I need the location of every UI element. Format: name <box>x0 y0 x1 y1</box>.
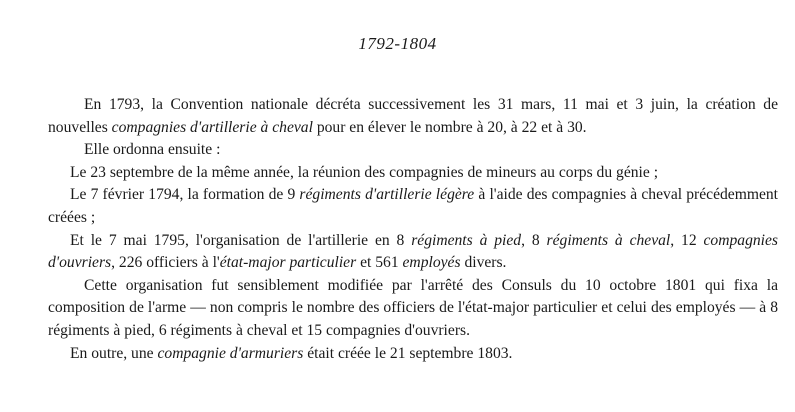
paragraph-2: Elle ordonna ensuite : <box>84 141 221 159</box>
paragraph-7-text-a: En outre, une <box>70 344 158 362</box>
paragraph-5-emphasis-2: régiments à cheval <box>546 231 671 249</box>
paragraph-1 <box>48 94 778 139</box>
paragraph-6: Cette organisation fut sensiblement modifiée par l'arrêté des Consuls du 10 octobre 1801 qui fixa la composition de l'arme — non compris le nombre des officiers de l'état-major particulier et celui des employés — à 8 régiments à pied, 6 régiments à cheval et 15 compagnies d'ouvriers. <box>48 276 778 339</box>
paragraph-4-text-b: à l'aide des compagnies à cheval précédemment créées ; <box>48 186 779 226</box>
paragraph-5-text-a: Et le 7 mai 1795, l'organisation de l'artillerie en 8 <box>70 231 412 249</box>
paragraph-1-emphasis: compagnies d'artillerie à cheval <box>111 118 313 136</box>
body-text <box>48 94 778 365</box>
paragraph-7-text-b: était créée le 21 septembre 1803. <box>303 344 513 362</box>
paragraph-5-text-c: , 12 <box>670 231 704 249</box>
paragraph-5-emphasis-3: compagnies d'ouvriers <box>48 231 778 272</box>
paragraph-5-text-d: , 226 officiers à l' <box>111 254 220 272</box>
period-heading: 1792-1804 <box>358 34 437 53</box>
paragraph-5-emphasis-4: état-major particulier <box>219 254 357 272</box>
paragraph-7-emphasis: compagnie d'armuriers <box>157 344 304 362</box>
paragraph-7 <box>48 343 778 366</box>
paragraph-5-emphasis-1: régiments à pied <box>411 231 522 249</box>
paragraph-4-text-a: Le 7 février 1794, la formation de 9 <box>70 186 300 204</box>
paragraph-4 <box>48 184 778 229</box>
paragraph-5 <box>48 230 778 275</box>
paragraph-5-text-f: divers. <box>460 254 507 272</box>
paragraph-5-text-b: , 8 <box>521 231 547 249</box>
paragraph-1-text-a: En 1793, la Convention nationale décréta successivement les 31 mars, 11 mai et 3 juin, la création de nouvelles <box>48 96 778 136</box>
paragraph-5-text-e: et 561 <box>356 254 403 272</box>
paragraph-3: Le 23 septembre de la même année, la réunion des compagnies de mineurs au corps du génie ; <box>70 163 659 181</box>
paragraph-1-text-b: pour en élever le nombre à 20, à 22 et à 30. <box>312 118 587 136</box>
paragraph-4-emphasis: régiments d'artillerie légère <box>299 186 475 204</box>
paragraph-5-emphasis-5: employés <box>402 254 461 272</box>
